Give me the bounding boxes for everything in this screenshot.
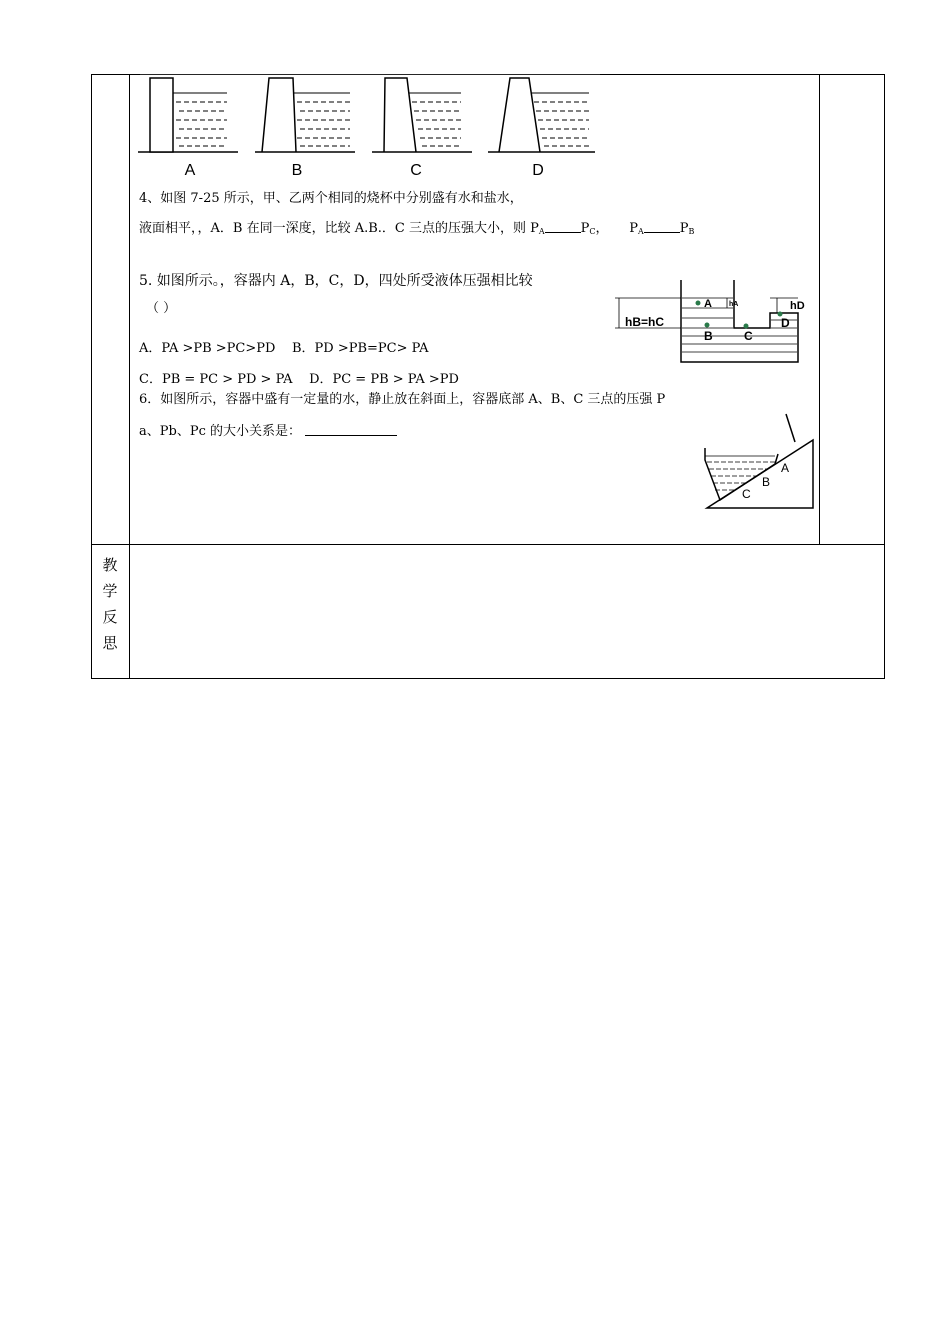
answer-blank-2[interactable] [644, 220, 680, 233]
slope-point-a: A [781, 461, 790, 475]
dam-label-b: B [291, 162, 303, 179]
question-4-line-1: 4、如图 7-25 所示，甲、乙两个相同的烧杯中分别盛有水和盐水， [139, 191, 523, 206]
row-divider [92, 544, 884, 545]
container-figure [605, 278, 815, 364]
point-c-label: C [744, 329, 753, 343]
option-a[interactable]: A．PA >PB >PC>PD [139, 341, 276, 356]
point-b-label: B [704, 329, 713, 343]
slope-figure [695, 412, 820, 512]
teaching-reflection-label [100, 552, 120, 656]
question-4-prefix: 液面相平，，A．B 在同一深度，比较 A.B.．C 三点的压强大小，则 P [139, 221, 539, 236]
dam-figure [135, 74, 605, 184]
sub-c: C [589, 227, 596, 236]
answer-blank-1[interactable] [545, 220, 581, 233]
point-a-label: A [704, 298, 712, 310]
question-5-options-cd [139, 371, 459, 389]
question-5-answer-paren: （ ） [146, 301, 177, 316]
h-d-label: hD [790, 300, 805, 312]
question-5-text: 5. 如图所示。，容器内 A，B，C，D，四处所受液体压强相比较 [139, 273, 533, 289]
pressure-b: P [679, 221, 689, 236]
reflection-char-3: 反 [102, 608, 118, 626]
slope-point-b: B [762, 475, 771, 489]
reflection-char-1: 教 [102, 556, 118, 574]
comma: ， [595, 221, 609, 236]
dam-label-d: D [532, 162, 544, 179]
h-bc-label: hB=hC [625, 315, 664, 329]
answer-blank-3[interactable] [305, 423, 397, 436]
reflection-char-4: 思 [102, 634, 118, 652]
question-5-options-ab [139, 340, 429, 358]
question-6-line-2 [139, 423, 397, 441]
option-c[interactable]: C．PB = PC > PD > PA [139, 372, 293, 387]
left-column-border-bottom [129, 544, 130, 679]
sub-a2: A [637, 227, 644, 236]
question-4-line-2 [139, 220, 694, 241]
dam-label-a: A [184, 162, 196, 179]
slope-point-c: C [742, 487, 751, 501]
pressure-a: P [629, 221, 638, 236]
question-6-line-1: 6．如图所示，容器中盛有一定量的水，静止放在斜面上，容器底部 A、B、C 三点的压强 P [139, 392, 666, 407]
left-column-border-top [129, 75, 130, 544]
pressure-c: P [580, 221, 590, 236]
dam-label-c: C [410, 162, 422, 179]
sub-b: B [688, 227, 695, 236]
option-b[interactable]: B．PD >PB=PC> PA [291, 341, 429, 356]
option-d[interactable]: D．PC = PB > PA >PD [309, 372, 459, 387]
reflection-char-2: 学 [102, 582, 118, 600]
sub-a: A [538, 227, 545, 236]
question-6-prefix: a、Pb、Pc 的大小关系是： [139, 424, 301, 439]
point-d-label: D [781, 316, 790, 330]
h-a-label: hA [729, 301, 739, 308]
